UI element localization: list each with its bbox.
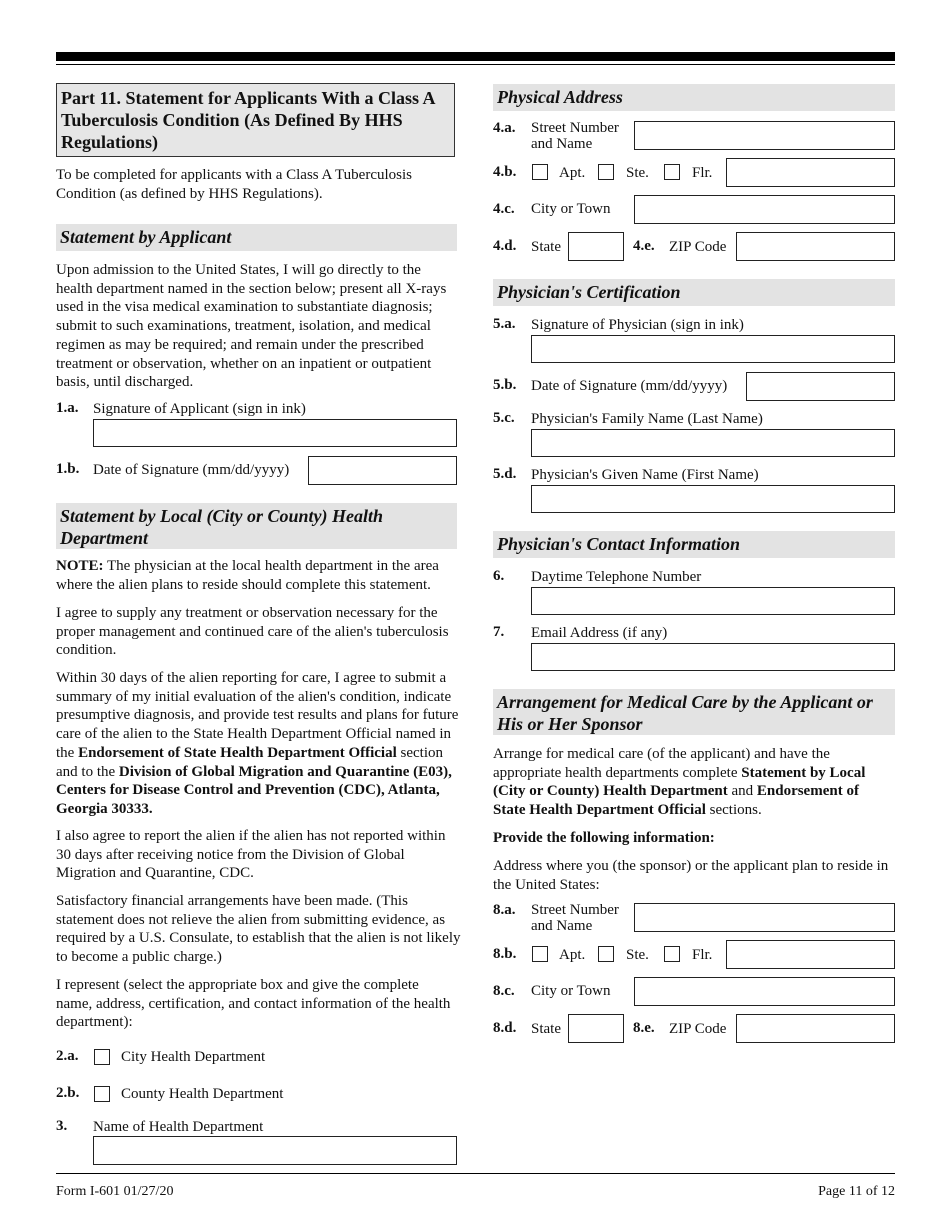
street-field-8a[interactable] bbox=[634, 903, 895, 932]
county-health-dept-checkbox[interactable] bbox=[94, 1086, 110, 1102]
applicant-date-field[interactable] bbox=[308, 456, 457, 485]
flr-label-4b: Flr. bbox=[692, 165, 713, 181]
arr-text-e: sections. bbox=[705, 802, 762, 819]
city-field-4c[interactable] bbox=[634, 195, 895, 224]
item-number-4d: 4.d. bbox=[493, 238, 517, 254]
form-id: Form I-601 01/27/20 bbox=[56, 1184, 174, 1199]
city-field-8c[interactable] bbox=[634, 977, 895, 1006]
physician-given-name-label: Physician's Given Name (First Name) bbox=[531, 467, 759, 483]
section-statement-by-applicant: Statement by Applicant bbox=[56, 224, 457, 251]
note-label: NOTE: bbox=[56, 558, 104, 574]
section-physical-address: Physical Address bbox=[493, 84, 895, 111]
local-paragraph-3: I also agree to report the alien if the alien has not reported within 30 days after receiving notice from the Division of Global Migration and Quarantine, CDC. bbox=[56, 828, 446, 882]
ste-label-4b: Ste. bbox=[626, 165, 649, 181]
city-health-dept-checkbox[interactable] bbox=[94, 1049, 110, 1065]
header-rule-thick bbox=[56, 52, 895, 61]
item-number-5c: 5.c. bbox=[493, 410, 515, 426]
zip-label-8e: ZIP Code bbox=[669, 1021, 727, 1037]
street-label-8a: Street Number and Name bbox=[531, 902, 619, 934]
p2-text-a: Within 30 days of the alien reporting for care, I agree to submit a summary of my initial evaluation of the alien's condition, indicate presumptive diagnosis, and provide test results and plans for future care of the alien to the State Health Department Official named in the bbox=[56, 670, 459, 761]
address-intro: Address where you (the sponsor) or the applicant plan to reside in the United States: bbox=[493, 858, 889, 893]
phone-field[interactable] bbox=[531, 587, 895, 615]
item-number-8a: 8.a. bbox=[493, 902, 516, 918]
physician-signature-field[interactable] bbox=[531, 335, 895, 363]
item-number-5a: 5.a. bbox=[493, 316, 516, 332]
arr-bold-local: Statement by Local (City or County) Health Department bbox=[493, 764, 866, 800]
applicant-signature-field[interactable] bbox=[93, 419, 457, 447]
local-note bbox=[56, 557, 461, 594]
state-label-4d: State bbox=[531, 239, 561, 255]
part-11-title: Part 11. Statement for Applicants With a Class A Tuberculosis Condition (As Defined By HHS Regulations) bbox=[56, 83, 455, 157]
part-intro: To be completed for applicants with a Class A Tuberculosis Condition (as defined by HHS Regulations). bbox=[56, 167, 412, 202]
physician-signature-label: Signature of Physician (sign in ink) bbox=[531, 317, 744, 333]
state-label-8d: State bbox=[531, 1021, 561, 1037]
item-number-4e: 4.e. bbox=[633, 238, 655, 254]
item-number-4a: 4.a. bbox=[493, 120, 516, 136]
ste-label-8b: Ste. bbox=[626, 947, 649, 963]
physician-family-name-label: Physician's Family Name (Last Name) bbox=[531, 411, 763, 427]
city-label-8c: City or Town bbox=[531, 983, 611, 999]
arrangement-paragraph bbox=[493, 745, 895, 820]
item-number-5b: 5.b. bbox=[493, 377, 517, 393]
item-number-8e: 8.e. bbox=[633, 1020, 655, 1036]
arr-bold-endorsement: Endorsement of State Health Department Official bbox=[493, 783, 859, 819]
p2-text-c: section and to the bbox=[56, 744, 444, 780]
health-dept-name-field[interactable] bbox=[93, 1136, 457, 1165]
unit-number-field-8b[interactable] bbox=[726, 940, 895, 969]
applicant-signature-label: Signature of Applicant (sign in ink) bbox=[93, 401, 306, 417]
arr-text-a: Arrange for medical care (of the applicant) and have the appropriate health departments complete bbox=[493, 746, 830, 781]
physician-date-label: Date of Signature (mm/dd/yyyy) bbox=[531, 378, 728, 394]
flr-checkbox-8b[interactable] bbox=[664, 946, 680, 962]
item-number-5d: 5.d. bbox=[493, 466, 517, 482]
phone-label: Daytime Telephone Number bbox=[531, 569, 702, 585]
item-number-4c: 4.c. bbox=[493, 201, 515, 217]
street-label-4a: Street Number and Name bbox=[531, 120, 619, 152]
header-rule-thin bbox=[56, 64, 895, 65]
note-text: The physician at the local health department in the area where the alien plans to reside should complete this statement. bbox=[56, 558, 439, 593]
section-physicians-certification: Physician's Certification bbox=[493, 279, 895, 306]
item-number-6: 6. bbox=[493, 568, 505, 584]
section-physicians-contact-info: Physician's Contact Information bbox=[493, 531, 895, 558]
physician-date-field[interactable] bbox=[746, 372, 895, 401]
footer-rule bbox=[56, 1173, 895, 1174]
item-number-2a: 2.a. bbox=[56, 1048, 79, 1064]
state-field-4d[interactable] bbox=[568, 232, 624, 261]
local-paragraph-4: Satisfactory financial arrangements have been made. (This statement does not relieve the alien from submitting evidence, as required by a U.S. Consulate, to establish that the alien is not likely to become a public charge.) bbox=[56, 893, 461, 966]
unit-number-field-4b[interactable] bbox=[726, 158, 895, 187]
health-dept-name-label: Name of Health Department bbox=[93, 1119, 264, 1135]
section-statement-by-local-health-dept: Statement by Local (City or County) Health Department bbox=[56, 503, 457, 549]
ste-checkbox-8b[interactable] bbox=[598, 946, 614, 962]
item-number-1b: 1.b. bbox=[56, 461, 80, 477]
local-paragraph-5: I represent (select the appropriate box and give the complete name, address, certification, and contact information of the health department): bbox=[56, 977, 451, 1031]
city-health-dept-label: City Health Department bbox=[121, 1049, 266, 1065]
physician-family-name-field[interactable] bbox=[531, 429, 895, 457]
zip-field-8e[interactable] bbox=[736, 1014, 895, 1043]
item-number-8b: 8.b. bbox=[493, 946, 517, 962]
apt-label-8b: Apt. bbox=[559, 947, 586, 963]
email-label: Email Address (if any) bbox=[531, 625, 668, 641]
applicant-statement-text: Upon admission to the United States, I will go directly to the health department named in the section below; present all X-rays used in the visa medical examination to substantiate diagnosis; submit to such examinations, treatment, isolation, and medical regimen as may be required; and remain under the prescribed treatment or observation, whether on an inpatient or outpatient basis, until discharged. bbox=[56, 262, 447, 391]
item-number-4b: 4.b. bbox=[493, 164, 517, 180]
item-number-8d: 8.d. bbox=[493, 1020, 517, 1036]
email-field[interactable] bbox=[531, 643, 895, 671]
item-number-7: 7. bbox=[493, 624, 505, 640]
apt-checkbox-8b[interactable] bbox=[532, 946, 548, 962]
applicant-date-label: Date of Signature (mm/dd/yyyy) bbox=[93, 462, 290, 478]
apt-label-4b: Apt. bbox=[559, 165, 586, 181]
local-paragraph-1: I agree to supply any treatment or observation necessary for the proper management and continued care of the alien's tuberculosis condition. bbox=[56, 605, 449, 659]
p2-bold-endorsement: Endorsement of State Health Department Official bbox=[78, 744, 397, 761]
physician-given-name-field[interactable] bbox=[531, 485, 895, 513]
state-field-8d[interactable] bbox=[568, 1014, 624, 1043]
flr-checkbox-4b[interactable] bbox=[664, 164, 680, 180]
street-field-4a[interactable] bbox=[634, 121, 895, 150]
zip-label-4e: ZIP Code bbox=[669, 239, 727, 255]
county-health-dept-label: County Health Department bbox=[121, 1086, 284, 1102]
flr-label-8b: Flr. bbox=[692, 947, 713, 963]
zip-field-4e[interactable] bbox=[736, 232, 895, 261]
local-paragraph-2 bbox=[56, 669, 461, 819]
item-number-3: 3. bbox=[56, 1118, 68, 1134]
apt-checkbox-4b[interactable] bbox=[532, 164, 548, 180]
section-arrangement-medical-care: Arrangement for Medical Care by the Applicant or His or Her Sponsor bbox=[493, 689, 895, 735]
item-number-2b: 2.b. bbox=[56, 1085, 80, 1101]
city-label-4c: City or Town bbox=[531, 201, 611, 217]
ste-checkbox-4b[interactable] bbox=[598, 164, 614, 180]
page-number: Page 11 of 12 bbox=[818, 1184, 895, 1199]
p2-bold-cdc: Division of Global Migration and Quarantine (E03), Centers for Disease Control and Prevention (CDC), Atlanta, Georgia 30333. bbox=[56, 763, 452, 817]
item-number-1a: 1.a. bbox=[56, 400, 79, 416]
arr-text-c: and bbox=[727, 783, 757, 800]
item-number-8c: 8.c. bbox=[493, 983, 515, 999]
provide-info-heading: Provide the following information: bbox=[493, 830, 715, 846]
